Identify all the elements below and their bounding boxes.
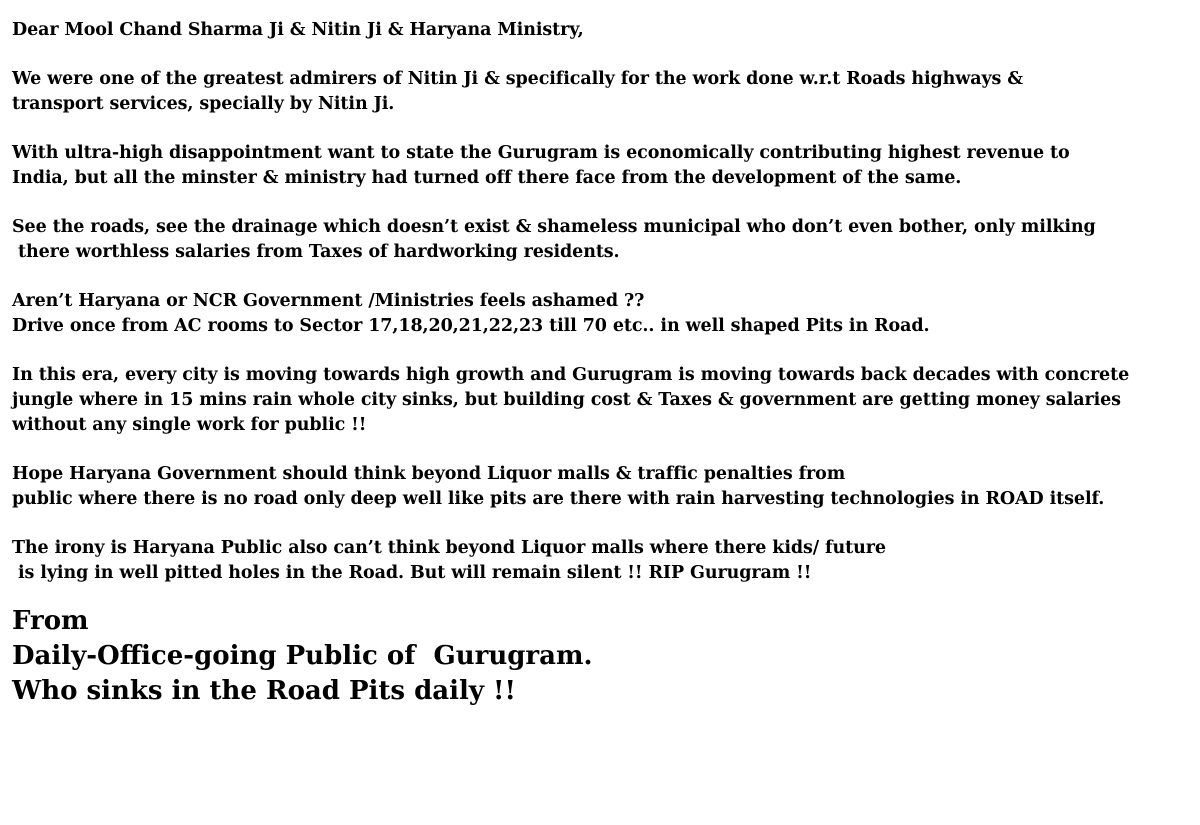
paragraph-line: See the roads, see the drainage which doesn’t exist & shameless municipal who don’t even bother, only milking — [12, 217, 1096, 237]
closing-from: From — [12, 606, 89, 636]
paragraph-line: Drive once from AC rooms to Sector 17,18,20,21,22,23 till 70 etc.. in well shaped Pits in Road. — [12, 316, 930, 336]
paragraph-line: without any single work for public !! — [12, 415, 367, 435]
paragraph-gap — [12, 512, 1188, 536]
paragraph-line: transport services, specially by Nitin Ji. — [12, 94, 395, 114]
paragraph-line: We were one of the greatest admirers of Nitin Ji & specifically for the work done w.r.t Roads highways & — [12, 69, 1023, 89]
paragraph-admirers — [12, 67, 1188, 117]
paragraph-line: there worthless salaries from Taxes of hardworking residents. — [12, 242, 620, 262]
paragraph-gap — [12, 339, 1188, 363]
paragraph-gap — [12, 191, 1188, 215]
paragraph-line: jungle where in 15 mins rain whole city sinks, but building cost & Taxes & government are getting money salaries — [12, 390, 1121, 410]
paragraph-era — [12, 363, 1188, 438]
paragraph-irony — [12, 536, 1188, 586]
paragraph-roads-drainage — [12, 215, 1188, 265]
paragraph-line: is lying in well pitted holes in the Road. But will remain silent !! RIP Gurugram !! — [12, 563, 812, 583]
paragraph-line: public where there is no road only deep well like pits are there with rain harvesting technologies in ROAD itself. — [12, 489, 1105, 509]
salutation: Dear Mool Chand Sharma Ji & Nitin Ji & Haryana Ministry, — [12, 20, 584, 40]
signature-block — [12, 604, 1188, 709]
paragraph-disappointment — [12, 141, 1188, 191]
paragraph-line: The irony is Haryana Public also can’t think beyond Liquor malls where there kids/ future — [12, 538, 886, 558]
paragraph-line: Hope Haryana Government should think beyond Liquor malls & traffic penalties from — [12, 464, 846, 484]
paragraph-line: With ultra-high disappointment want to state the Gurugram is economically contributing highest revenue to — [12, 143, 1070, 163]
paragraph-gap — [12, 117, 1188, 141]
letter-body — [12, 18, 1188, 709]
paragraph-gap — [12, 265, 1188, 289]
paragraph-gap — [12, 438, 1188, 462]
paragraph-line: In this era, every city is moving towards high growth and Gurugram is moving towards back decades with concrete — [12, 365, 1130, 385]
paragraph-line: Aren’t Haryana or NCR Government /Ministries feels ashamed ?? — [12, 291, 645, 311]
closing-tagline: Who sinks in the Road Pits daily !! — [12, 676, 516, 706]
paragraph-gap — [12, 43, 1188, 67]
paragraph-ashamed — [12, 289, 1188, 339]
paragraph-line: India, but all the minster & ministry had turned off there face from the development of the same. — [12, 168, 962, 188]
paragraph-hope — [12, 462, 1188, 512]
closing-sender: Daily-Office-going Public of Gurugram. — [12, 641, 593, 671]
